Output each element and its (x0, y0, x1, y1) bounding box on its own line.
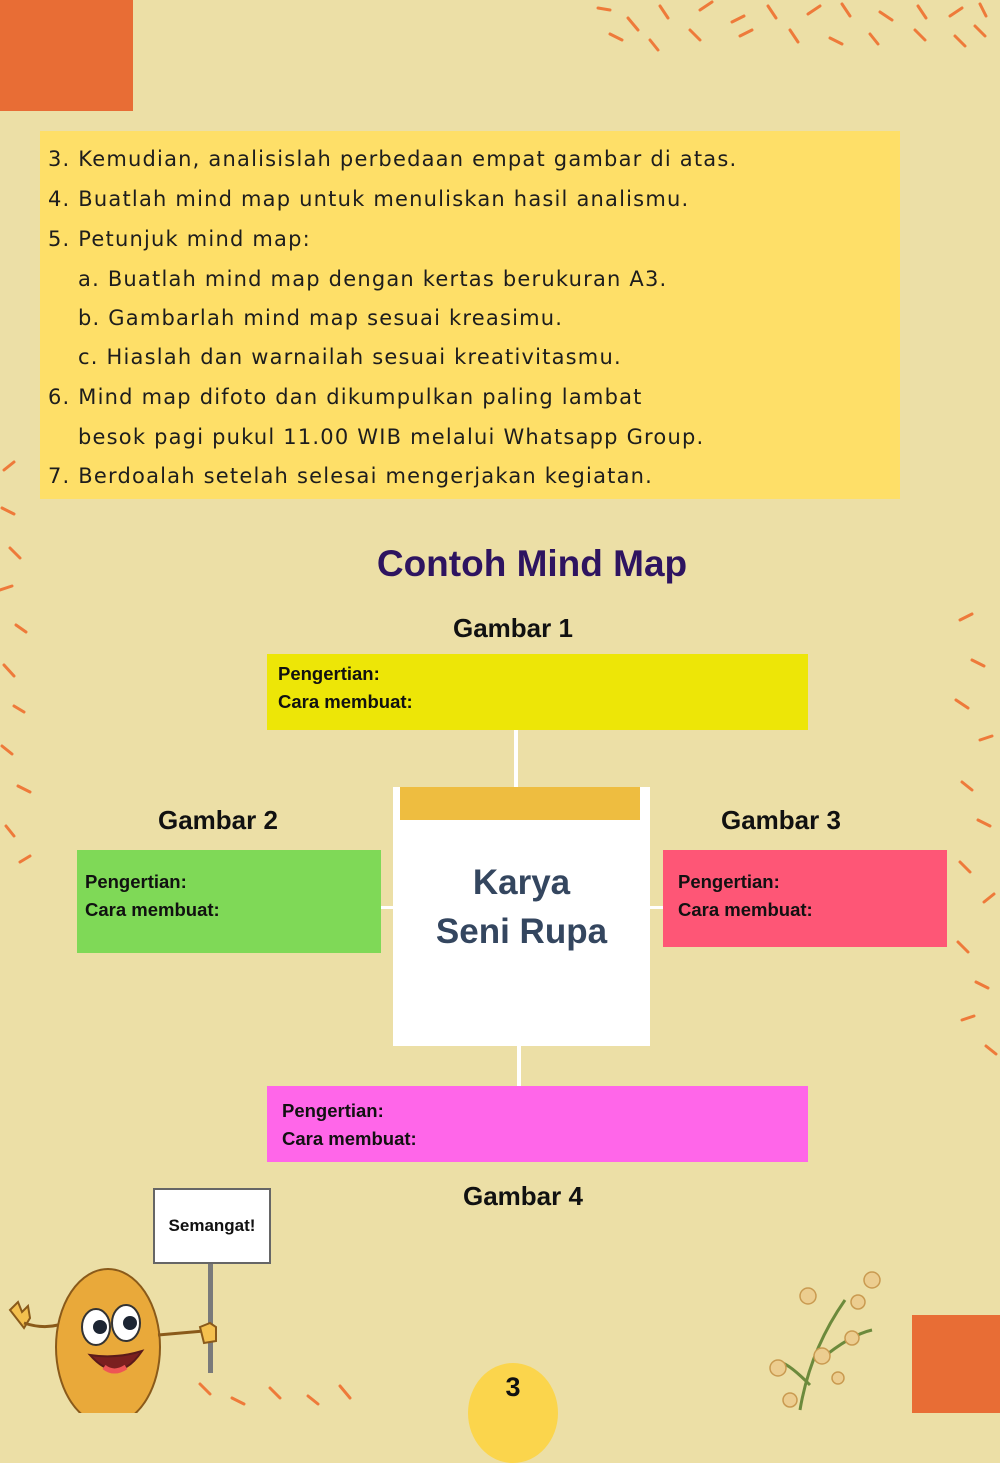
confetti-dash (0, 586, 12, 590)
gambar1-box (267, 654, 808, 730)
gambar2-cara-membuat: Cara membuat: (85, 899, 220, 920)
gambar3-cara-membuat: Cara membuat: (678, 899, 813, 920)
semangat-sign: Semangat! (153, 1188, 271, 1264)
confetti-dash (308, 1396, 318, 1404)
confetti-dash (598, 8, 610, 10)
confetti-dash (628, 18, 638, 30)
page-number: 3 (505, 1372, 521, 1402)
gambar2-pengertian: Pengertian: (85, 871, 187, 892)
confetti-dash (960, 862, 970, 872)
confetti-dash (962, 1016, 974, 1020)
confetti-dash (6, 826, 14, 836)
gambar4-label: Gambar 4 (463, 1181, 583, 1211)
confetti-dash (956, 700, 968, 708)
instruction-subitem: a. Buatlah mind map dengan kertas berukuran A3. (78, 267, 668, 291)
confetti-dash (740, 30, 752, 36)
confetti-dash (978, 820, 990, 826)
confetti-dash (870, 34, 878, 44)
gambar1-cara-membuat: Cara membuat: (278, 691, 413, 712)
confetti-dash (984, 894, 994, 902)
instruction-item: 7. Berdoalah setelah selesai mengerjakan kegiatan. (48, 464, 654, 488)
confetti-dash (2, 746, 12, 754)
confetti-dash (4, 462, 14, 470)
flower-branch-decoration (760, 1260, 900, 1413)
confetti-dash (975, 26, 985, 36)
confetti-dash (700, 2, 712, 10)
instruction-subitem: c. Hiaslah dan warnailah sesuai kreativitasmu. (78, 345, 622, 369)
confetti-dash (980, 736, 992, 740)
confetti-dash (340, 1386, 350, 1398)
confetti-dash (4, 665, 14, 676)
confetti-dash (842, 4, 850, 16)
confetti-dash (915, 30, 925, 40)
gambar1-pengertian: Pengertian: (278, 663, 380, 684)
confetti-dash (980, 4, 986, 16)
confetti-dash (610, 34, 622, 40)
gambar1-label: Gambar 1 (453, 613, 573, 643)
confetti-dash (955, 36, 965, 46)
confetti-dash (808, 6, 820, 14)
instruction-item: 3. Kemudian, analisislah perbedaan empat gambar di atas. (48, 147, 738, 171)
potato-mascot-illustration (0, 1255, 240, 1413)
connector-right (650, 906, 663, 909)
center-topic-line1: Karya (472, 863, 571, 902)
confetti-dash (14, 706, 24, 712)
confetti-dash (880, 12, 892, 20)
confetti-dash (660, 6, 668, 18)
confetti-dash (950, 8, 962, 16)
connector-top (514, 730, 518, 788)
confetti-dash (18, 786, 30, 792)
instruction-item-continued: besok pagi pukul 11.00 WIB melalui Whatsapp Group. (78, 425, 705, 449)
confetti-dash (690, 30, 700, 40)
gambar2-box (77, 850, 381, 953)
gambar3-label: Gambar 3 (721, 805, 841, 835)
confetti-dash (986, 1046, 996, 1054)
instruction-item: 4. Buatlah mind map untuk menuliskan hasil analismu. (48, 187, 690, 211)
instructions-panel (40, 131, 900, 499)
confetti-dash (732, 16, 744, 22)
confetti-dash (972, 660, 984, 666)
center-topic (393, 858, 650, 956)
confetti-dash (768, 6, 776, 18)
confetti-dash (918, 6, 926, 18)
confetti-dash (20, 856, 30, 862)
center-topic-line2: Seni Rupa (435, 912, 608, 951)
confetti-dash (2, 508, 14, 514)
gambar2-label: Gambar 2 (158, 805, 278, 835)
confetti-dash (960, 614, 972, 620)
confetti-dash (16, 625, 26, 632)
gambar4-pengertian: Pengertian: (282, 1100, 384, 1121)
confetti-dash (830, 38, 842, 44)
instruction-subitem: b. Gambarlah mind map sesuai kreasimu. (78, 306, 564, 330)
confetti-dash (790, 30, 798, 42)
instruction-item: 5. Petunjuk mind map: (48, 227, 311, 251)
confetti-dash (650, 40, 658, 50)
gambar4-cara-membuat: Cara membuat: (282, 1128, 417, 1149)
instruction-item: 6. Mind map difoto dan dikumpulkan paling lambat (48, 385, 643, 409)
center-card-tab (400, 787, 640, 820)
confetti-dash (962, 782, 972, 790)
confetti-dash (270, 1388, 280, 1398)
gambar3-box (663, 850, 947, 947)
confetti-dash (958, 942, 968, 952)
confetti-dash (976, 982, 988, 988)
gambar4-box (267, 1086, 808, 1162)
connector-bottom (517, 1045, 521, 1086)
mindmap-title: Contoh Mind Map (376, 543, 688, 584)
gambar3-pengertian: Pengertian: (678, 871, 780, 892)
